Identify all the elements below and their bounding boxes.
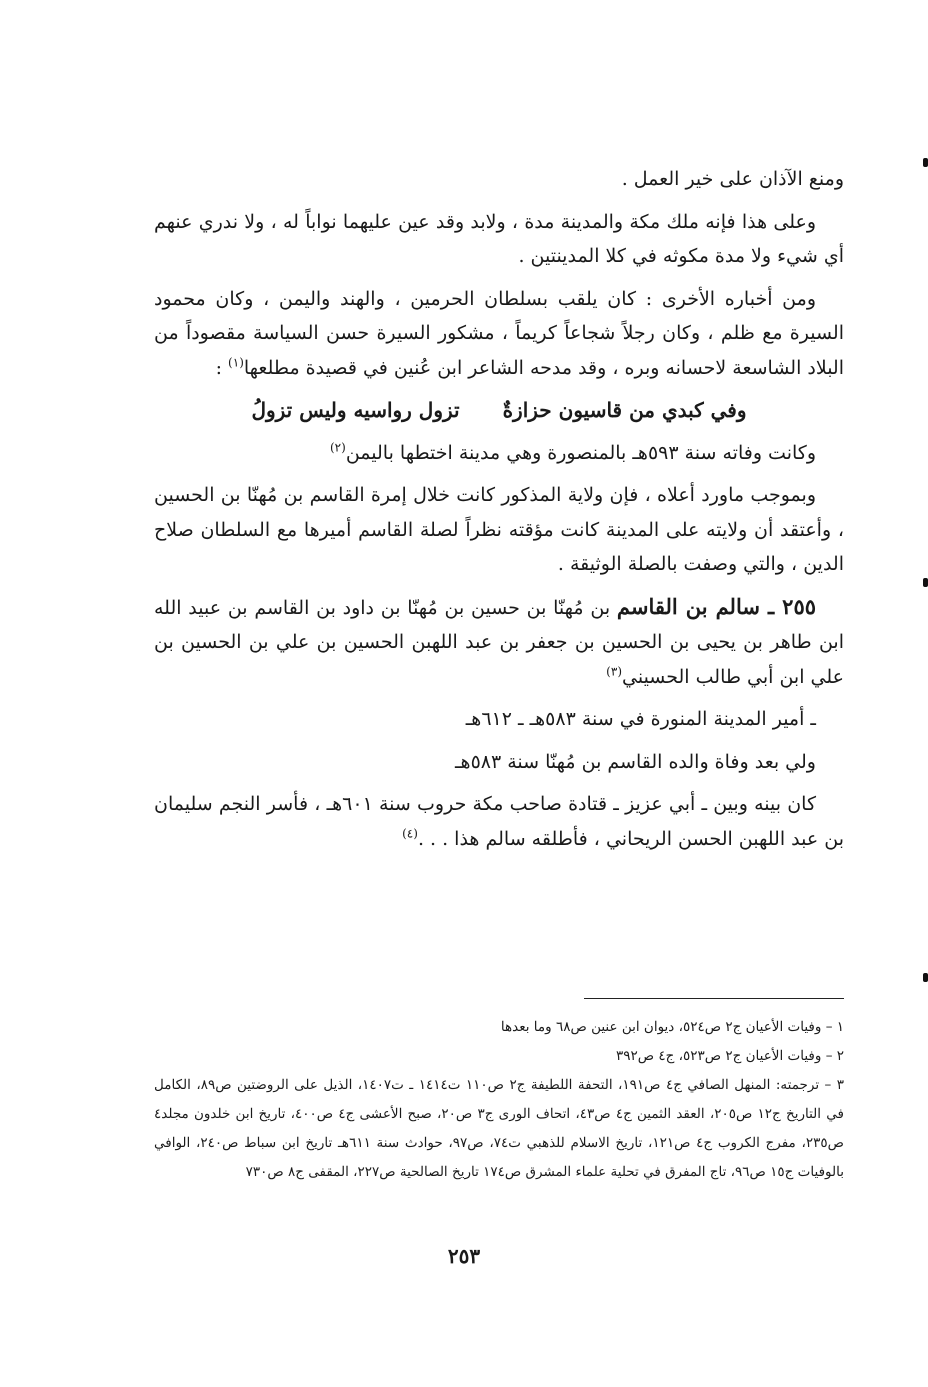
entry-line-succession-text: ولي بعد وفاة والده القاسم بن مُهنّا سنة ٥٨٣هـ [454, 750, 816, 773]
entry-heading: ٢٥٥ ـ سالم بن القاسم [616, 593, 817, 619]
footnote-ref-2[interactable]: (٢) [329, 440, 346, 455]
footnote-ref-4[interactable]: (٤) [402, 826, 418, 841]
margin-mark [923, 578, 928, 587]
paragraph-1-text: ومنع الآذان على خير العمل . [621, 168, 844, 190]
footnotes [154, 1013, 844, 1187]
margin-mark [923, 158, 928, 167]
footnote-3: ٣ – ترجمته: المنهل الصافي ج٤ ص١٩١، التحفة اللطيفة ج٢ ص١١٠ ت١٤١٤ ـ ت١٤٠٧، الذيل على الروضتين ص٨٩، الكامل في التاريخ ج١٢ ص٢٠٥، العقد الثمين ج٤ ص٤٣، اتحاف الورى ج٣ ص٢٠، صبح الأعشى ج٤ ص٤٠٠، تاريخ ابن خلدون مجلد٤ ص٢٣٥، مفرج الكروب ج٤ ص١٢١، تاريخ الاسلام للذهبي ت٧٤، ص٩٧، حوادث سنة ٦١١هـ تاريخ ابن سباط ص٢٤٠، الوافي بالوفيات ج١٥ ص٩٦، تاج المفرق في تحلية علماء المشرق ص١٧٤ تاريخ الصالحية ص٢٢٧، المقفى ج٨ ص٧٣٠ [154, 1077, 844, 1180]
paragraph-6 [154, 787, 844, 856]
footnote-1: ١ – وفيات الأعيان ج٢ ص٥٢٤، ديوان ابن عنين ص٦٨ وما بعدها [500, 1019, 844, 1035]
entry-line-emir [154, 702, 844, 737]
paragraph-2 [154, 205, 844, 274]
paragraph-1 [154, 162, 844, 197]
entry-line-emir-text: ـ أمير المدينة المنورة في سنة ٥٨٣هـ ـ ٦١٢هـ [465, 708, 816, 730]
poem-verse [154, 393, 844, 428]
verse-first-hemistich: وفي كبدي من قاسيون حزازةٌ [502, 398, 747, 422]
margin-mark [923, 973, 928, 982]
footnote-divider [584, 998, 844, 999]
paragraph-4 [154, 436, 844, 471]
footnote-ref-1[interactable]: (١) [228, 355, 244, 370]
biography-entry [154, 590, 844, 695]
footnote-ref-3[interactable]: (٣) [606, 664, 622, 679]
paragraph-4-text: وكانت وفاته سنة ٥٩٣هـ بالمنصورة وهي مدينة اختطها باليمن [345, 441, 816, 464]
paragraph-3 [154, 282, 844, 386]
page-number: ٢٥٣ [447, 1244, 481, 1268]
paragraph-6-text: كان بينه وبين ـ أبي عزيز ـ قتادة صاحب مكة حروب سنة ٦٠١هـ ، فأسر النجم سليمان بن عبد اللهبن الحسن الريحاني ، فأطلقه سالم هذا . . . [154, 793, 844, 850]
footnote-2: ٢ – وفيات الأعيان ج٢ ص٥٢٣، ج٤ ص٣٩٢ [615, 1048, 844, 1064]
entry-line-succession [154, 745, 844, 780]
verse-second-hemistich: تزول رواسيه وليس تزولُ [251, 398, 460, 422]
paragraph-3-end: : [215, 356, 229, 379]
paragraph-2-text: وعلى هذا فإنه ملك مكة والمدينة مدة ، ولابد وقد عين عليهما نواباً له ، ولا ندري عنهم أي شيء ولا مدة مكوثه في كلا المدينتين . [154, 210, 844, 267]
paragraph-5 [154, 478, 844, 582]
paragraph-5-text: وبموجب ماورد أعلاه ، فإن ولاية المذكور كانت خلال إمرة القاسم بن مُهنّا بن الحسين ، وأعتقد أن ولايته على المدينة كانت مؤقته نظراً لصلة القاسم أميرها مع السلطان صلاح الدين ، والتي وصفت بالصلة الوثيقة . [154, 484, 844, 575]
main-text [154, 162, 844, 864]
paragraph-3-text: ومن أخباره الأخرى : كان يلقب بسلطان الحرمين ، والهند واليمن ، وكان محمود السيرة مع ظلم ، وكان رجلاً شجاعاً كريماً ، مشكور السيرة حسن السياسة مقصوداً من البلاد الشاسعة لاحسانه وبره ، وقد مدحه الشاعر ابن عُنين في قصيدة مطلعها [154, 287, 844, 379]
entry-lineage: بن مُهنّا بن حسين بن مُهنّا بن داود بن القاسم بن عبيد الله ابن طاهر بن يحيى بن الحسين بن جعفر بن عبد اللهبن الحسين بن علي بن الحسين بن علي ابن أبي طالب الحسيني [154, 596, 844, 688]
